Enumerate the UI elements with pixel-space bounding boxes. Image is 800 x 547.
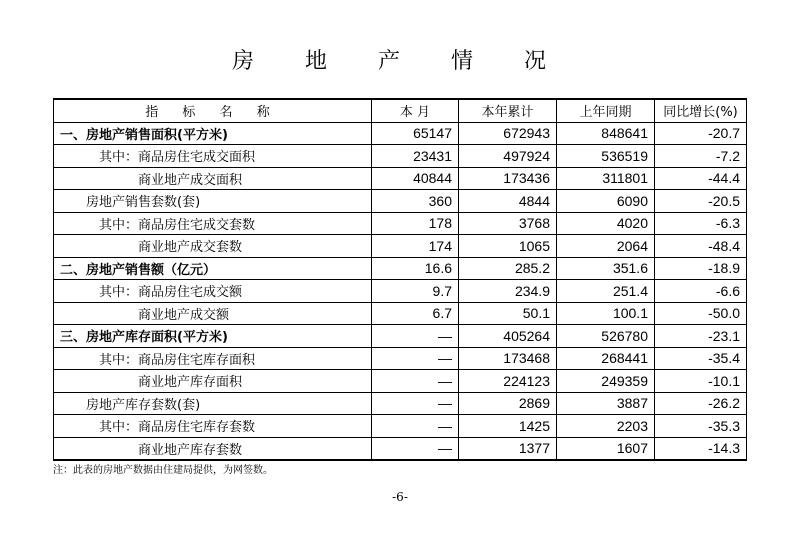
header-yoy-growth: 同比增长(%) — [655, 99, 747, 122]
row-label: 其中：商品房住宅成交套数 — [54, 212, 372, 235]
cell-prior-year: 249359 — [557, 370, 655, 393]
table-row — [54, 302, 747, 325]
cell-prior-year: 2203 — [557, 415, 655, 438]
cell-prior-year: 2064 — [557, 235, 655, 258]
row-label: 三、房地产库存面积(平方米) — [54, 325, 372, 348]
cell-this-month: — — [372, 325, 459, 348]
real-estate-table — [53, 98, 747, 461]
cell-this-month: 9.7 — [372, 280, 459, 303]
footnote: 注：此表的房地产数据由住建局提供，为网签数。 — [53, 465, 273, 476]
cell-yoy-growth: -50.0 — [655, 302, 747, 325]
cell-year-to-date: 1425 — [459, 415, 557, 438]
row-label: 房地产库存套数(套) — [54, 392, 372, 415]
table-row — [54, 235, 747, 258]
cell-prior-year: 1607 — [557, 437, 655, 460]
cell-this-month: 174 — [372, 235, 459, 258]
cell-yoy-growth: -14.3 — [655, 437, 747, 460]
row-label: 其中：商品房住宅库存套数 — [54, 415, 372, 438]
cell-yoy-growth: -48.4 — [655, 235, 747, 258]
page-title: 房 地 产 情 况 — [232, 49, 568, 74]
row-label: 商业地产库存面积 — [54, 370, 372, 393]
cell-this-month: 23431 — [372, 145, 459, 168]
row-label: 商业地产库存套数 — [54, 437, 372, 460]
cell-this-month: 6.7 — [372, 302, 459, 325]
cell-year-to-date: 1377 — [459, 437, 557, 460]
cell-yoy-growth: -7.2 — [655, 145, 747, 168]
cell-yoy-growth: -18.9 — [655, 257, 747, 280]
cell-prior-year: 536519 — [557, 145, 655, 168]
cell-year-to-date: 2869 — [459, 392, 557, 415]
row-label: 其中：商品房住宅成交面积 — [54, 145, 372, 168]
table-row — [54, 370, 747, 393]
cell-prior-year: 3887 — [557, 392, 655, 415]
cell-this-month: 40844 — [372, 167, 459, 190]
row-label: 商业地产成交面积 — [54, 167, 372, 190]
table-header-row — [54, 99, 747, 122]
table-row — [54, 392, 747, 415]
cell-yoy-growth: -20.7 — [655, 122, 747, 145]
cell-yoy-growth: -20.5 — [655, 190, 747, 213]
header-prior-year-period: 上年同期 — [557, 99, 655, 122]
cell-year-to-date: 173436 — [459, 167, 557, 190]
cell-prior-year: 100.1 — [557, 302, 655, 325]
table-row — [54, 190, 747, 213]
row-label: 商业地产成交套数 — [54, 235, 372, 258]
cell-this-month: — — [372, 370, 459, 393]
table-row — [54, 212, 747, 235]
cell-yoy-growth: -23.1 — [655, 325, 747, 348]
cell-this-month: 178 — [372, 212, 459, 235]
row-label: 其中：商品房住宅库存面积 — [54, 347, 372, 370]
cell-this-month: — — [372, 392, 459, 415]
cell-year-to-date: 285.2 — [459, 257, 557, 280]
row-label: 商业地产成交额 — [54, 302, 372, 325]
row-label: 房地产销售套数(套) — [54, 190, 372, 213]
cell-yoy-growth: -44.4 — [655, 167, 747, 190]
cell-prior-year: 4020 — [557, 212, 655, 235]
cell-year-to-date: 497924 — [459, 145, 557, 168]
cell-year-to-date: 4844 — [459, 190, 557, 213]
cell-prior-year: 526780 — [557, 325, 655, 348]
cell-this-month: — — [372, 415, 459, 438]
cell-yoy-growth: -10.1 — [655, 370, 747, 393]
row-label: 二、房地产销售额（亿元） — [54, 257, 372, 280]
table-row — [54, 415, 747, 438]
cell-year-to-date: 234.9 — [459, 280, 557, 303]
cell-year-to-date: 3768 — [459, 212, 557, 235]
row-label: 一、房地产销售面积(平方米) — [54, 122, 372, 145]
cell-this-month: 65147 — [372, 122, 459, 145]
table-row — [54, 280, 747, 303]
table-row — [54, 257, 747, 280]
header-year-to-date: 本年累计 — [459, 99, 557, 122]
page-number: -6- — [392, 490, 408, 504]
cell-yoy-growth: -26.2 — [655, 392, 747, 415]
cell-year-to-date: 173468 — [459, 347, 557, 370]
cell-prior-year: 268441 — [557, 347, 655, 370]
cell-prior-year: 848641 — [557, 122, 655, 145]
cell-this-month: 16.6 — [372, 257, 459, 280]
table-row — [54, 325, 747, 348]
cell-yoy-growth: -6.3 — [655, 212, 747, 235]
cell-this-month: — — [372, 437, 459, 460]
cell-yoy-growth: -6.6 — [655, 280, 747, 303]
cell-year-to-date: 1065 — [459, 235, 557, 258]
cell-prior-year: 311801 — [557, 167, 655, 190]
cell-year-to-date: 50.1 — [459, 302, 557, 325]
cell-yoy-growth: -35.3 — [655, 415, 747, 438]
cell-this-month: 360 — [372, 190, 459, 213]
cell-year-to-date: 224123 — [459, 370, 557, 393]
table-row — [54, 347, 747, 370]
table-row — [54, 167, 747, 190]
row-label: 其中：商品房住宅成交额 — [54, 280, 372, 303]
cell-this-month: — — [372, 347, 459, 370]
cell-yoy-growth: -35.4 — [655, 347, 747, 370]
table-row — [54, 145, 747, 168]
table-row — [54, 122, 747, 145]
cell-prior-year: 251.4 — [557, 280, 655, 303]
cell-year-to-date: 405264 — [459, 325, 557, 348]
cell-prior-year: 351.6 — [557, 257, 655, 280]
cell-prior-year: 6090 — [557, 190, 655, 213]
header-indicator-name: 指 标 名 称 — [54, 99, 372, 122]
header-this-month: 本 月 — [372, 99, 459, 122]
table-row — [54, 437, 747, 460]
cell-year-to-date: 672943 — [459, 122, 557, 145]
